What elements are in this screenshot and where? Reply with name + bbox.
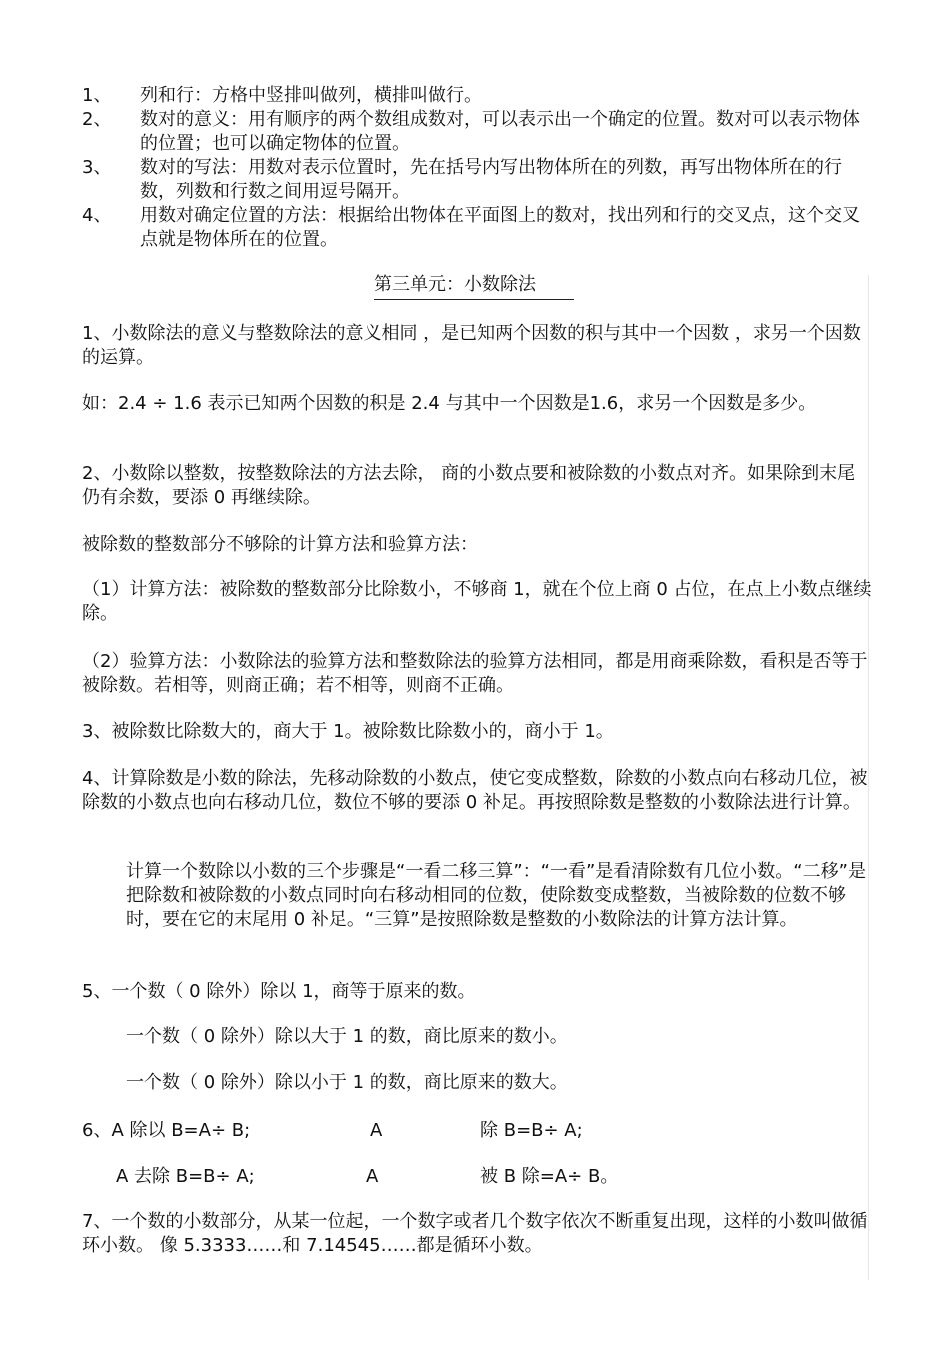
list-item-number: 2、 — [82, 109, 112, 130]
formula-text: A — [366, 1166, 379, 1187]
paragraph: 7、一个数的小数部分，从某一位起，一个数字或者几个数字依次不断重复出现，这样的小数叫做循环小数。 像 5.3333……和 7.14545……都是循环小数。 — [82, 1211, 868, 1256]
paragraph: 被除数的整数部分不够除的计算方法和验算方法： — [82, 534, 478, 555]
paragraph: 3、被除数比除数大的，商大于 1。被除数比除数小的，商小于 1。 — [82, 721, 614, 742]
list-item-text: 数对的意义：用有顺序的两个数组成数对，可以表示出一个确定的位置。数对可以表示物体的位置；也可以确定物体的位置。 — [140, 109, 860, 154]
paragraph: 2、小数除以整数，按整数除法的方法去除， 商的小数点要和被除数的小数点对齐。如果除到末尾仍有余数，要添 0 再继续除。 — [82, 463, 856, 508]
paragraph: 5、一个数（ 0 除外）除以 1，商等于原来的数。 — [82, 981, 476, 1002]
formula-text: A 去除 B=B÷ A; — [116, 1166, 255, 1187]
list-item-number: 4、 — [82, 205, 112, 226]
paragraph: （2）验算方法：小数除法的验算方法和整数除法的验算方法相同，都是用商乘除数，看积是否等于被除数。若相等，则商正确；若不相等，则商不正确。 — [82, 651, 868, 696]
formula-text: 6、A 除以 B=A÷ B; — [82, 1120, 251, 1141]
paragraph: 一个数（ 0 除外）除以小于 1 的数，商比原来的数大。 — [126, 1072, 568, 1093]
paragraph: 1、小数除法的意义与整数除法的意义相同 ，是已知两个因数的积与其中一个因数 ，求另一个因数的运算。 — [82, 323, 861, 368]
list-item — [82, 108, 872, 156]
paragraph: 计算一个数除以小数的三个步骤是“一看二移三算”：“一看”是看清除数有几位小数。“二移”是把除数和被除数的小数点同时向右移动相同的位数，使除数变成整数，当被除数的位数不够时，要在它的末尾用 0 补足。“三算”是按照除数是整数的小数除法的计算方法计算。 — [126, 861, 866, 930]
list-item — [82, 84, 872, 108]
formula-text: 除 B=B÷ A; — [480, 1120, 583, 1141]
formula-text: A — [370, 1120, 383, 1141]
list-item-text: 列和行：方格中竖排叫做列，横排叫做行。 — [140, 85, 482, 106]
list-item-text: 数对的写法：用数对表示位置时，先在括号内写出物体所在的列数，再写出物体所在的行数，列数和行数之间用逗号隔开。 — [140, 157, 842, 202]
paragraph: 如：2.4 ÷ 1.6 表示已知两个因数的积是 2.4 与其中一个因数是1.6，求另一个因数是多少。 — [82, 393, 817, 414]
list-item-number: 1、 — [82, 85, 112, 106]
paragraph: 4、计算除数是小数的除法，先移动除数的小数点，使它变成整数，除数的小数点向右移动几位，被除数的小数点也向右移动几位，数位不够的要添 0 补足。再按照除数是整数的小数除法进行计算。 — [82, 768, 868, 813]
formula-text: 被 B 除=A÷ B。 — [480, 1166, 619, 1187]
paragraph: 一个数（ 0 除外）除以大于 1 的数，商比原来的数小。 — [126, 1026, 568, 1047]
section-heading: 第三单元：小数除法 — [374, 273, 574, 300]
list-item — [82, 156, 872, 204]
list-item-text: 用数对确定位置的方法：根据给出物体在平面图上的数对，找出列和行的交叉点，这个交叉点就是物体所在的位置。 — [140, 205, 860, 250]
paragraph: （1）计算方法：被除数的整数部分比除数小，不够商 1，就在个位上商 0 占位，在点上小数点继续除。 — [82, 579, 872, 624]
list-item-number: 3、 — [82, 157, 112, 178]
list-item — [82, 204, 872, 252]
